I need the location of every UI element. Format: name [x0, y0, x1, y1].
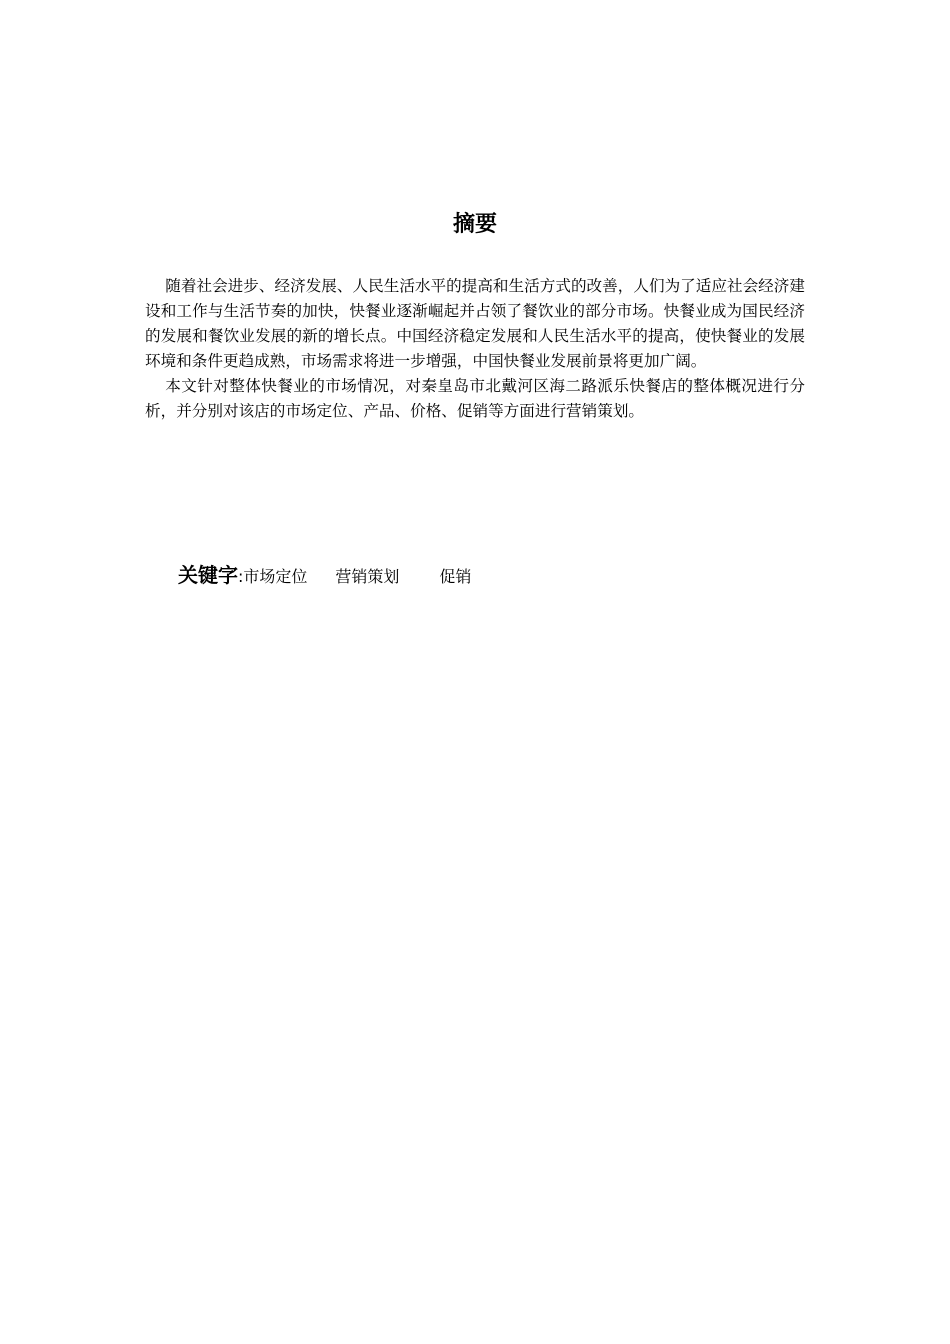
keyword-item: 促销	[439, 567, 472, 586]
keywords-label: 关键字	[178, 563, 238, 587]
keywords-colon: :	[238, 567, 244, 586]
abstract-body	[145, 274, 805, 424]
keyword-item: 营销策划	[335, 567, 400, 586]
abstract-paragraph-1: 随着社会进步、经济发展、人民生活水平的提高和生活方式的改善，人们为了适应社会经济建设和工作与生活节奏的加快，快餐业逐渐崛起并占领了餐饮业的部分市场。快餐业成为国民经济的发展和餐饮业发展的新的增长点。中国经济稳定发展和人民生活水平的提高，使快餐业的发展环境和条件更趋成熟，市场需求将进一步增强，中国快餐业发展前景将更加广阔。	[145, 277, 805, 370]
abstract-paragraph-2: 本文针对整体快餐业的市场情况，对秦皇岛市北戴河区海二路派乐快餐店的整体概况进行分析，并分别对该店的市场定位、产品、价格、促销等方面进行营销策划。	[145, 377, 805, 420]
keyword-item: 市场定位	[243, 567, 308, 586]
page-title: 摘要	[452, 212, 497, 237]
keywords-line	[178, 560, 798, 592]
